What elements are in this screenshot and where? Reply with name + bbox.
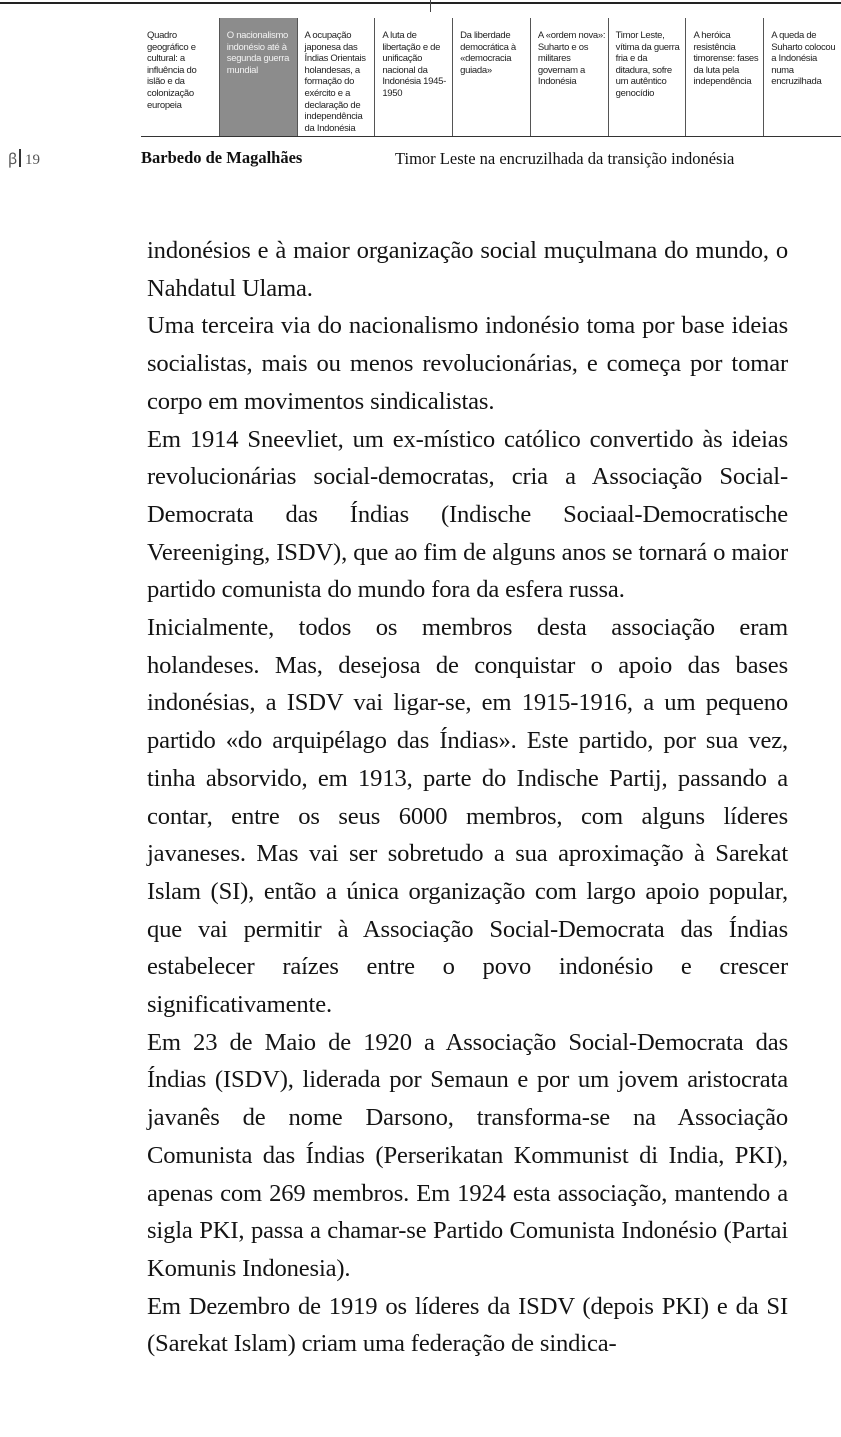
chapter-cell: Timor Leste, vítima da guerra fria e da ditadura, sofre um autêntico genocídio [608, 18, 686, 136]
page-number-divider [19, 149, 21, 167]
chapter-cell-current: O nacionalismo indonésio até à segunda guerra mundial [219, 18, 297, 136]
running-header [0, 148, 841, 174]
paragraph: Em 1914 Sneevliet, um ex-místico católico convertido às ideias revolucionárias social-democratas, cria a Associação Social-Democrata das Índias (Indische Sociaal-Democratische Vereeniging, ISDV), que ao fim de alguns anos se tornará o maior partido comunista do mundo fora da esfera russa. [147, 425, 788, 604]
chapter-cell: Da liberdade democrática à «democracia guiada» [452, 18, 530, 136]
top-rule [0, 2, 841, 4]
chapter-cell: A queda de Suharto colocou a Indonésia numa encruzilhada [763, 18, 841, 136]
page-number-value: 19 [24, 152, 40, 168]
paragraph: indonésios e à maior organização social muçulmana do mundo, o Nahdatul Ulama. [147, 237, 788, 302]
paragraph: Uma terceira via do nacionalismo indonésio toma por base ideias socialistas, mais ou menos revolucionárias, e começa por tomar corpo em movimentos sindicalistas. [147, 312, 788, 415]
paragraph: Inicialmente, todos os membros desta associação eram holandeses. Mas, desejosa de conquistar o apoio das bases indonésias, a ISDV vai ligar-se, em 1915-1916, a um pequeno partido «do arquipélago das Índias». Este partido, por sua vez, tinha absorvido, em 1913, parte do Indische Partij, passando a contar, entre os seus 6000 membros, com alguns líderes javaneses. Mas vai ser sobretudo a sua aproximação à Sarekat Islam (SI), então a única organização com largo apoio popular, que vai permitir à Associação Social-Democrata das Índias estabelecer raízes entre o povo indonésio e crescer significativamente. [147, 614, 788, 1019]
chapter-cell: A ocupação japonesa das Índias Orientais holandesas, a formação do exército e a declaração de independência da Indonésia [297, 18, 375, 136]
paragraph: Em Dezembro de 1919 os líderes da ISDV (depois PKI) e da SI (Sarekat Islam) criam uma federação de sindica- [147, 1292, 788, 1358]
chapter-cell: A luta de libertação e de unificação nacional da Indonésia 1945-1950 [374, 18, 452, 136]
paragraph: Em 23 de Maio de 1920 a Associação Social-Democrata das Índias (ISDV), liderada por Semaun e por um jovem aristocrata javanês de nome Darsono, transforma-se na Associação Comunista das Índias (Perserikatan Kommunist di India, PKI), apenas com 269 membros. Em 1924 esta associação, mantendo a sigla PKI, passa a chamar-se Partido Comunista Indonésio (Partai Komunis Indonesia). [147, 1028, 788, 1282]
chapter-cell: A heróica resistência timorense: fases da luta pela independência [685, 18, 763, 136]
chapter-navigation-strip [141, 18, 841, 137]
author-name: Barbedo de Magalhães [141, 148, 303, 167]
page-number [8, 149, 40, 169]
chapter-cell: Quadro geográfico e cultural: a influência do islão e da colonização europeia [147, 30, 197, 111]
page-number-prefix: ꞵ [8, 152, 18, 168]
crop-mark [430, 0, 431, 12]
book-title: Timor Leste na encruzilhada da transição indonésia [395, 149, 735, 168]
chapter-cell: A «ordem nova»: Suharto e os militares governam a Indonésia [530, 18, 608, 136]
body-text [147, 232, 788, 1363]
